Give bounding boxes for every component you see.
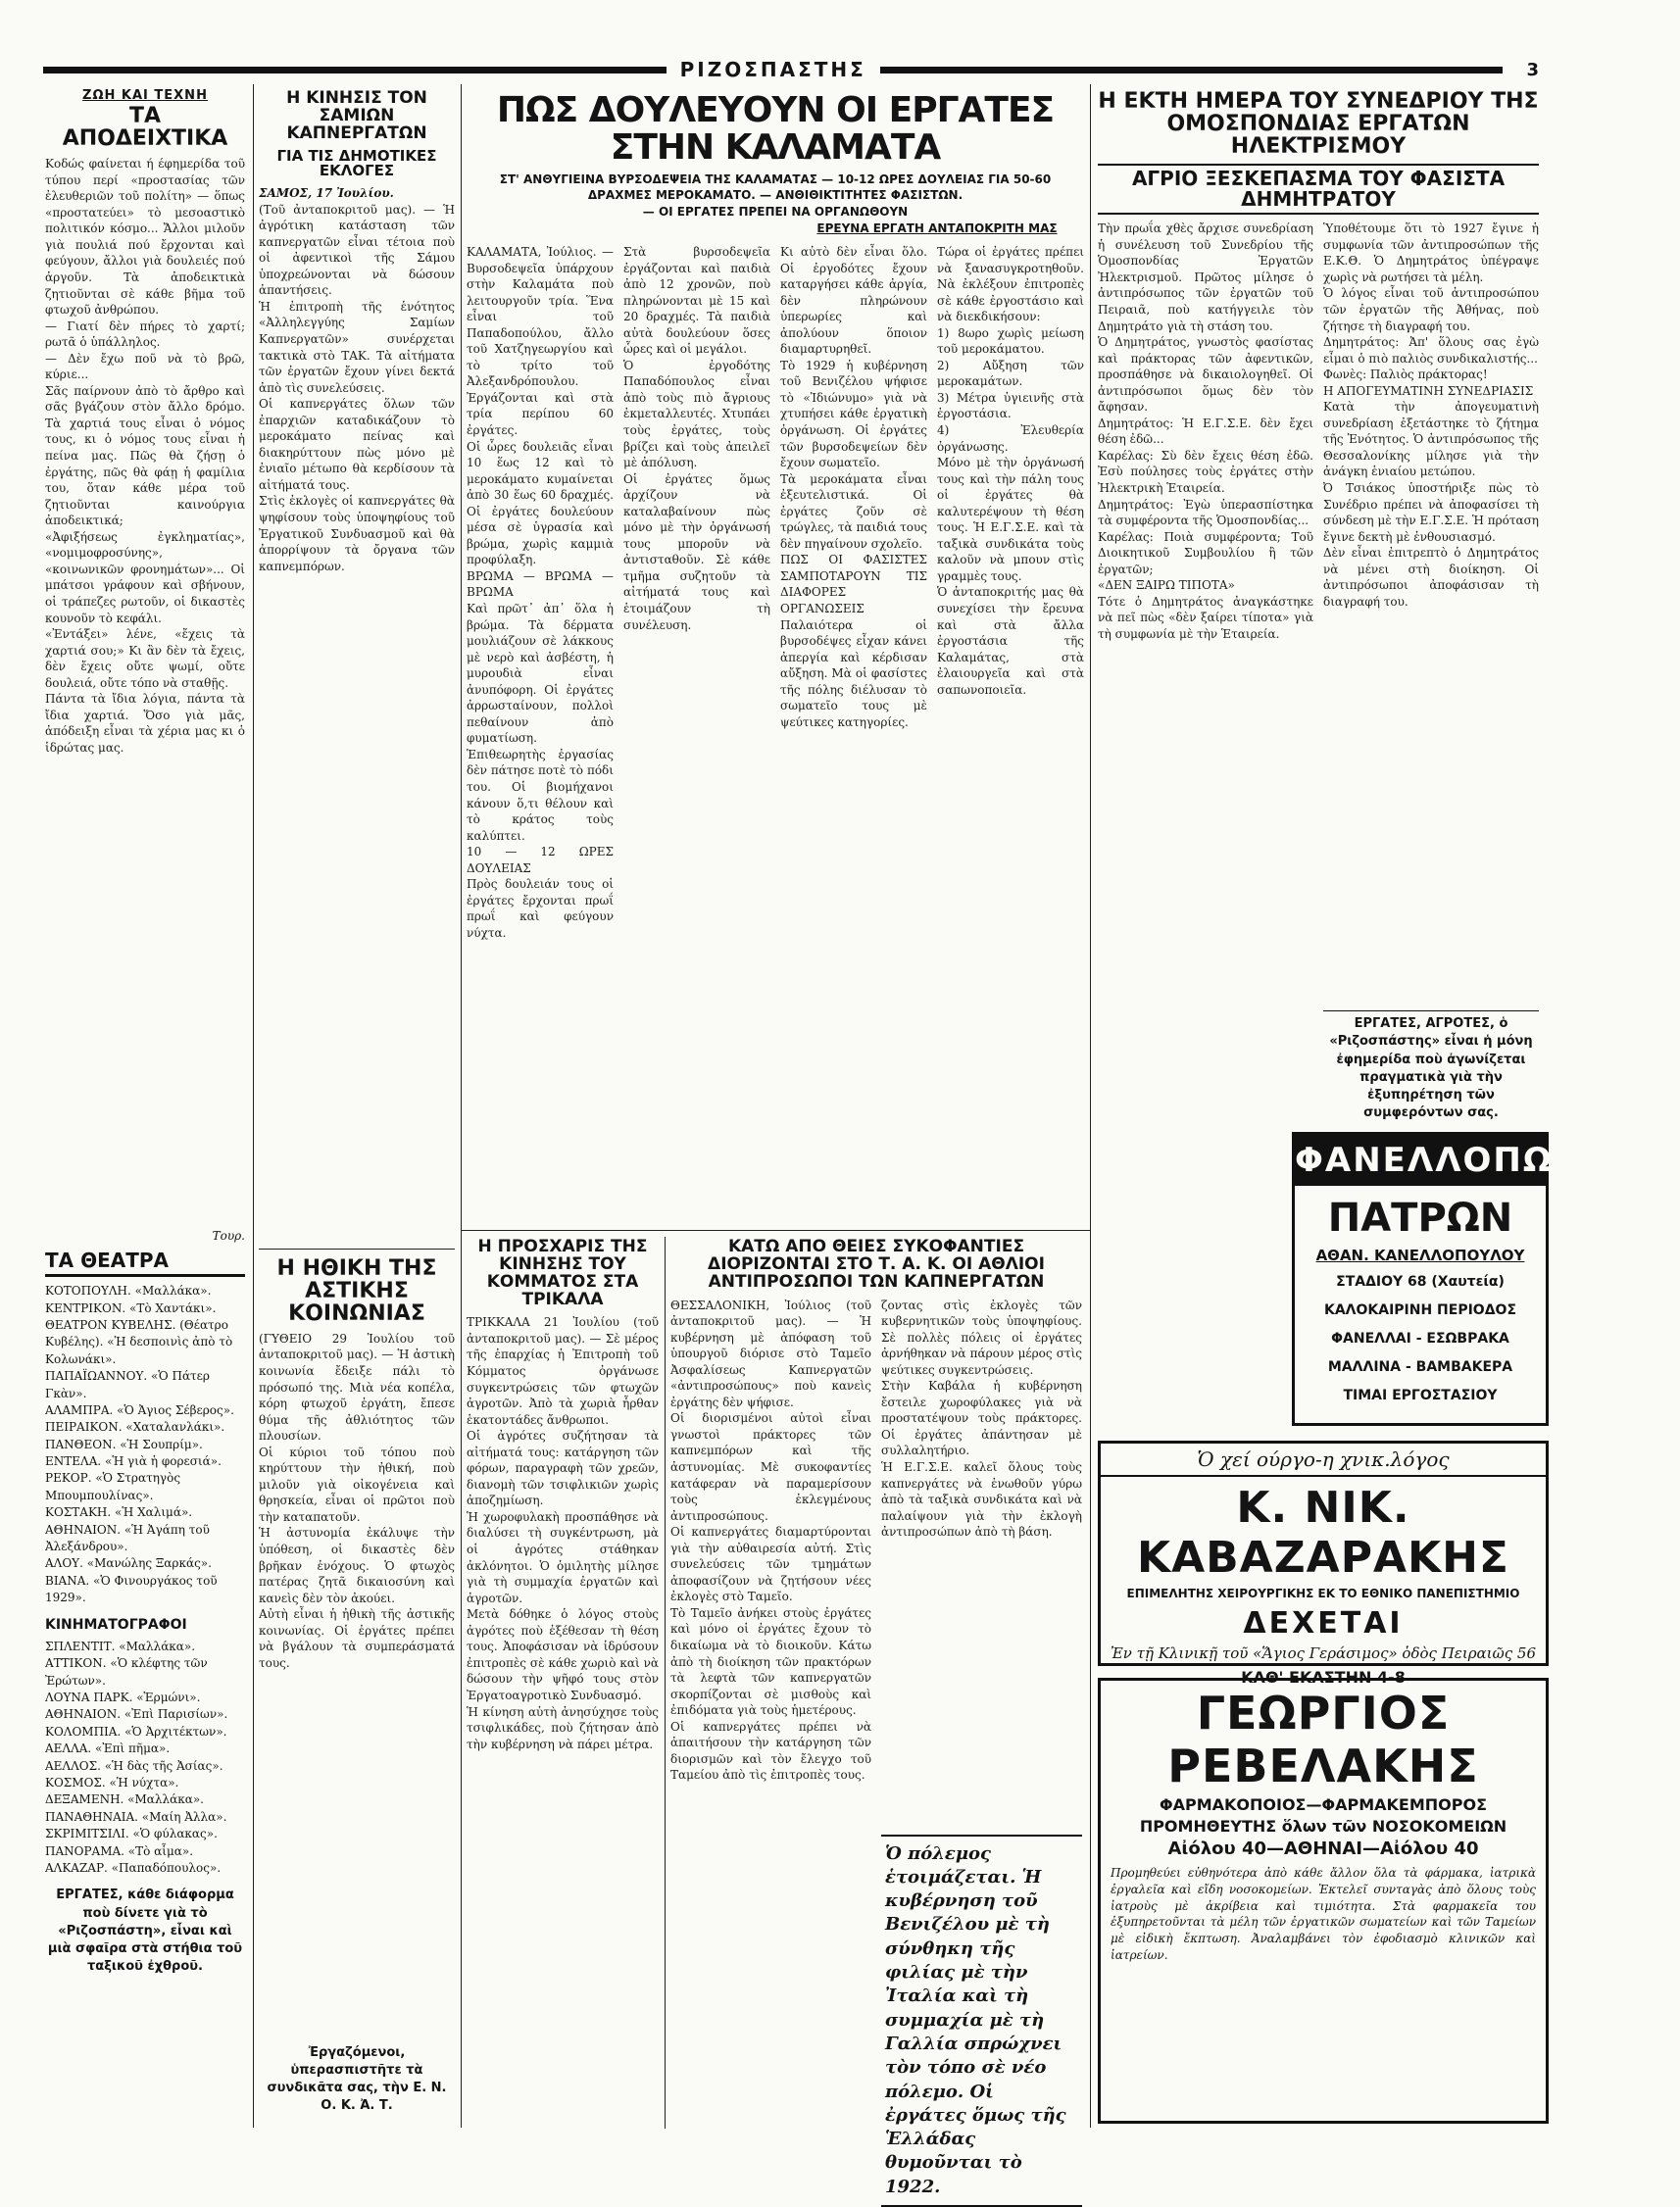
- ad-address: Αἰόλου 40—ΑΘΗΝΑΙ—Αἰόλου 40: [1167, 1839, 1479, 1859]
- article-title: Η ΚΙΝΗΣΙΣ ΤΟΝ ΣΑΜΙΩΝ ΚΑΠΝΕΡΓΑΤΩΝ: [286, 88, 427, 143]
- ad-text: ΤΙΜΑΙ ΕΡΓΟΣΤΑΣΙΟΥ: [1343, 1388, 1498, 1403]
- article-title: Η ΗΘΙΚΗ ΤΗΣ ΑΣΤΙΚΗΣ ΚΟΙΝΩΝΙΑΣ: [276, 1255, 437, 1326]
- main-subheadline: ΔΡΑΧΜΕΣ ΜΕΡΟΚΑΜΑΤΟ. — ΑΝΘΙΘΙΚΤΙΤΗΤΕΣ ΦΑΣΙΣΤΩΝ.: [587, 188, 964, 203]
- article-body: ΘΕΣΣΑΛΟΝΙΚΗ, Ἰούλιος (τοῦ ἀνταποκριτοῦ μας). — Ἡ κυβέρνηση μὲ ἀπόφαση τοῦ ὑπουργοῦ διόρισε στὸ Ταμεῖο Ἀσφαλίσεως Καπνεργατῶν «ἀντιπροσώπους» ποὺ κανεὶς ἐργάτης δὲν ψήφισε. Οἱ διορισμένοι αὐτοὶ εἶναι γνωστοὶ πράκτορες τῶν καπνεμπόρων καὶ τῆς ἀστυνομίας. Μὲ συκοφαντίες κατάφεραν νὰ παραμερίσουν τοὺς ἐκλεγμένους ἀντιπροσώπους. Οἱ καπνεργάτες διαμαρτύρονται γιὰ τὴν αὐθαιρεσία αὐτή. Στὶς συνελεύσεις τῶν τμημάτων ἀποφασίζουν νὰ ζητήσουν νέες ἐκλογὲς στὸ Ταμεῖο. Τὸ Ταμεῖο ἀνήκει στοὺς ἐργάτες καὶ μόνο οἱ ἐργάτες ἔχουν τὸ δικαίωμα νὰ τὸ διοικοῦν. Κάτω ἀπὸ τὴ διοίκηση τῶν πρακτόρων τὰ λεφτὰ τῶν καπνεργατῶν σκορπίζονται σὲ μισθοὺς καὶ ἐπιδόματα γιὰ τοὺς ἡμετέρους. Οἱ καπνεργάτες πρέπει νὰ ἀπαιτήσουν τὴν κατάργηση τῶν διορισμῶν καὶ τὸν ἔλεγχο τοῦ Ταμείου ἀπὸ τὶς ἐπιτροπὲς τους.: [670, 1298, 871, 1783]
- list-item: ΡΕΚΟΡ. «Ὁ Στρατηγὸς Μπουμπουλίνας».: [45, 1471, 181, 1502]
- list-item: ΑΤΤΙΚΟΝ. «Ὁ κλέφτης τῶν Ἐρώτων».: [45, 1656, 208, 1688]
- ad-text: ΜΑΛΛΙΝΑ - ΒΑΜΒΑΚΕΡΑ: [1327, 1359, 1513, 1375]
- column-2: [259, 88, 455, 2132]
- column-rule: [253, 84, 254, 2128]
- main-article: [467, 90, 1084, 1225]
- ad-body: Προμηθεύει εὐθηνότερα ἀπὸ κάθε ἄλλον ὅλα τὰ φάρμακα, ἰατρικὰ ἐργαλεῖα καὶ εἴδη νοσοκομείων. Ἐκτελεῖ συνταγὰς ἀπὸ ὅλους τοὺς ἰατροὺς μὲ ἀκρίβεια καὶ τιμιότητα. Στὰ φαρμακεῖα του ἐξυπηρετοῦνται τὰ μέλη τῶν ἐργατικῶν σωματείων καὶ τῶν Ταμείων μὲ εἰδικὴ ἔκπτωση. Ἀναλαμβάνει τὸν ἐφοδιασμὸ κλινικῶν καὶ ἰατρείων.: [1111, 1866, 1536, 1962]
- article-body: (ΓΥΘΕΙΟ 29 Ἰουλίου τοῦ ἀνταποκριτοῦ μας). — Ἡ ἀστικὴ κοινωνία ἔδειξε πάλι τὸ πρόσωπό της. Μιὰ νέα κοπέλα, κόρη φτωχοῦ ἐργάτη, ἔπεσε θύμα τῆς ἀθλιότητος τῶν πλουσίων. Οἱ κύριοι τοῦ τόπου ποὺ κηρύττουν τὴν ἠθική, ποὺ μιλοῦν γιὰ οἰκογένεια καὶ θρησκεία, εἶναι οἱ πρῶτοι ποὺ τὴν καταπατοῦν. Ἡ ἀστυνομία ἐκάλυψε τὴν ὑπόθεση, οἱ δικαστὲς δὲν βρῆκαν ἐνόχους. Ὁ φτωχὸς πατέρας ζητᾶ δικαιοσύνη καὶ κανεὶς δὲν τὸν ἀκούει. Αὐτὴ εἶναι ἡ ἠθικὴ τῆς ἀστικῆς κοινωνίας. Οἱ ἐργάτες πρέπει νὰ βγάλουν τὰ συμπεράσματά τους.: [259, 1331, 455, 1670]
- column-rule: [461, 84, 462, 2128]
- list-item: ΠΑΝΟΡΑΜΑ. «Τὸ αἷμα».: [45, 1843, 194, 1858]
- ad-address: ΣΤΑΔΙΟΥ 68 (Χαυτεία): [1336, 1274, 1505, 1290]
- ad-text: ΚΑΛΟΚΑΙΡΙΝΗ ΠΕΡΙΟΔΟΣ: [1323, 1302, 1517, 1318]
- ad-hours: ΚΑΘ' ΕΚΑΣΤΗΝ 4-8: [1241, 1668, 1406, 1687]
- main-subheadline: — ΟΙ ΕΡΓΑΤΕΣ ΠΡΕΠΕΙ ΝΑ ΟΡΓΑΝΩΘΟΥΝ: [642, 204, 909, 219]
- list-item: ΣΚΡΙΜΙΤΣΙΛΙ. «Ὁ φύλακας».: [45, 1827, 218, 1841]
- article-title: ΤΑ ΑΠΟΔΕΙΧΤΙΚΑ: [62, 104, 228, 152]
- paper-name: ΡΙΖΟΣΠΑΣΤΗΣ: [679, 58, 866, 81]
- main-headline: ΠΩΣ ΔΟΥΛΕΥΟΥΝ ΟΙ ΕΡΓΑΤΕΣ ΣΤΗΝ ΚΑΛΑΜΑΤΑ: [496, 90, 1055, 168]
- article-body: Στὰ βυρσοδεψεῖα ἐργάζονται καὶ παιδιὰ ἀπὸ 12 χρονῶν, ποὺ πληρώνονται μὲ 15 καὶ 20 δραχμές. Τὰ παιδιὰ αὐτὰ δουλεύουν ὅσες ὧρες καὶ οἱ μεγάλοι. Ὁ ἐργοδότης Παπαδόπουλος εἶναι ἀπὸ τοὺς πιὸ ἄγριους ἐκμεταλλευτές. Χτυπάει τοὺς ἐργάτες, τοὺς βρίζει καὶ τοὺς ἀπειλεῖ μὲ ἀπόλυση. Οἱ ἐργάτες ὅμως ἀρχίζουν νὰ καταλαβαίνουν πὼς μόνο μὲ τὴν ὀργάνωσή τους μποροῦν νὰ ἀντισταθοῦν. Σὲ κάθε τμῆμα συζητοῦν τὰ αἰτήματά τους καὶ ἑτοιμάζουν τὴ συνέλευση.: [623, 244, 770, 632]
- doctor-ad: [1098, 1441, 1549, 1687]
- article-body: ΤΡΙΚΚΑΛΑ 21 Ἰουλίου (τοῦ ἀνταποκριτοῦ μας). — Σὲ μέρος τῆς ἐπαρχίας ἡ Ἐπιτροπὴ τοῦ Κόμματος ὀργάνωσε συγκεντρώσεις τῶν φτωχῶν ἀγροτῶν. Ἀπὸ τὰ χωριὰ ἦρθαν ἑκατοντάδες ἄνθρωποι. Οἱ ἀγρότες συζήτησαν τὰ αἰτήματά τους: κατάργηση τῶν φόρων, παραγραφὴ τῶν χρεῶν, διανομὴ τῶν τσιφλικιῶν χωρὶς ἀποζημίωση. Ἡ χωροφυλακὴ προσπάθησε νὰ διαλύσει τὴ συγκέντρωση, μὰ οἱ ἀγρότες στάθηκαν ἀκλόνητοι. Ὁ ὁμιλητὴς μίλησε γιὰ τὴ συμμαχία ἐργατῶν καὶ ἀγροτῶν. Μετὰ δόθηκε ὁ λόγος στοὺς ἀγρότες ποὺ ἐξέθεσαν τὴ θέση τους. Ἀποφάσισαν νὰ ἱδρύσουν ἐπιτροπὲς σὲ κάθε χωριὸ καὶ νὰ δώσουν τὴν ψῆφό τους στὸν Ἐργατοαγροτικὸ Συνδυασμό. Ἡ κίνηση αὐτὴ ἀνησύχησε τοὺς τσιφλικάδες, ποὺ ζήτησαν ἀπὸ τὴν κυβέρνηση νὰ πάρει μέτρα.: [467, 1315, 659, 1751]
- appeal-footer: ΕΡΓΑΤΕΣ, κάθε διάφορμα ποὺ δίνετε γιὰ τὸ «Ριζοσπάστη», εἶναι καὶ μιὰ σφαῖρα στὰ στήθια τοῦ ταξικοῦ ἐχθροῦ.: [47, 1888, 243, 1975]
- appeal-footer: ΕΡΓΑΤΕΣ, ΑΓΡΟΤΕΣ, ὁ «Ριζοσπάστης» εἶναι ἡ μόνη ἐφημερίδα ποὺ ἀγωνίζεται πραγματικὰ γιὰ τὴν ἐξυπηρέτηση τῶν συμφερόντων σας.: [1323, 1010, 1539, 1122]
- article-subtitle: ΓΙΑ ΤΙΣ ΔΗΜΟΤΙΚΕΣ ΕΚΛΟΓΕΣ: [276, 146, 437, 180]
- article-signature: Τουρ.: [212, 1229, 245, 1244]
- trikala-article: [467, 1237, 659, 2129]
- list-item: ΑΛΑΜΠΡΑ. «Ὁ Ἀγιος Σέβερος».: [45, 1402, 234, 1417]
- article-body: Ὑποθέτουμε ὅτι τὸ 1927 ἔγινε ἡ συμφωνία τῶν ἀντιπροσώπων τῆς Ε.Κ.Θ. Ὁ Δημητράτος ὑπέγραψε χωρὶς νὰ ρωτήσει τὰ μέλη. Ὁ λόγος εἶναι τοῦ ἀντιπροσώπου τῶν ἐργατῶν τῆς Ἀθήνας, ποὺ ζήτησε τὴ διαγραφή του. Δημητράτος: Ἀπ' ὅλους σας ἐγὼ εἶμαι ὁ πιὸ παλιὸς συνδικαλιστής... Φωνὲς: Παλιὸς πράκτορας! Η ΑΠΟΓΕΥΜΑΤΙΝΗ ΣΥΝΕΔΡΙΑΣΙΣ Κατὰ τὴν ἀπογευματινὴ συνεδρίαση ἐξετάστηκε τὸ ζήτημα τῆς Ἑνότητος. Ὁ ἀντιπρόσωπος τῆς Θεσσαλονίκης μίλησε γιὰ τὴν ἀνάγκη ἑνιαίου μετώπου. Ὀ Τσιάκος ὑποστήριξε πὼς τὸ Συνέδριο πρέπει νὰ ἀποφασίσει τὴ σύνδεση μὲ τὴν Ε.Γ.Σ.Ε. Ἡ πρόταση ἔγινε δεκτὴ μὲ ἐνθουσιασμό. Δὲν εἶναι ἐπιτρεπτὸ ὁ Δημητράτος νὰ μένει στὴ διοίκηση. Οἱ ἀντιπρόσωποι ἀποφάσισαν τὴ διαγραφή του.: [1323, 221, 1539, 609]
- section-rule: [259, 1249, 455, 1250]
- list-item: ΑΕΛΛΑ. «Ἐπὶ πῆμα».: [45, 1741, 171, 1756]
- article-body: Τώρα οἱ ἐργάτες πρέπει νὰ ξανασυγκροτηθοῦν. Νὰ ἐκλέξουν ἐπιτροπὲς σὲ κάθε ἐργοστάσιο καὶ νὰ διεκδικήσουν: 1) 8ωρο χωρὶς μείωση τοῦ μεροκάματου. 2) Αὔξηση τῶν μεροκαμάτων. 3) Μέτρα ὑγιεινῆς στὰ ἐργοστάσια. 4) Ἐλευθερία ὀργάνωσης. Μόνο μὲ τὴν ὀργάνωσή τους καὶ τὴν πάλη τους οἱ ἐργάτες θὰ καλυτερέψουν τὴ θέση τους. Ἡ Ε.Γ.Σ.Ε. καὶ τὰ ταξικὰ συνδικάτα τοὺς καλοῦν νὰ μπουν στὶς γραμμὲς τους. Ὁ ἀνταποκριτής μας θὰ συνεχίσει τὴν ἔρευνα καὶ στὰ ἄλλα ἐργοστάσια τῆς Καλαμάτας, στὰ ἐλαιουργεῖα καὶ στὰ σαπωνοποιεῖα.: [937, 244, 1084, 697]
- reporter-line: ΕΡΕΥΝΑ ΕΡΓΑΤΗ ΑΝΤΑΠΟΚΡΙΤΗ ΜΑΣ: [816, 221, 1058, 236]
- ad-city: ΠΑΤΡΩΝ: [1327, 1196, 1513, 1241]
- list-item: ΚΟΛΟΜΠΙΑ. «Ὁ Ἀρχιτέκτων».: [45, 1724, 227, 1739]
- list-item: ΠΑΠΑΪΩΑΝΝΟΥ. «Ὁ Πάτερ Γκὰν».: [45, 1369, 210, 1400]
- war-warning-box: Ὁ πόλεμος ἑτοιμάζεται. Ἡ κυβέρνηση τοῦ Βενιζέλου μὲ τὴ σύνθηκη τῆς φιλίας μὲ τὴν Ἰταλία καὶ τὴ συμμαχία μὲ τὴ Γαλλία σπρώχνει τὸν τόπο σὲ νέο πόλεμο. Οἱ ἐργάτες ὅμως τῆς Ἑλλάδας θυμοῦνται τὸ 1922.: [881, 1835, 1082, 2207]
- list-item: ΛΟΥΝΑ ΠΑΡΚ. «Ἑρμώνι».: [45, 1691, 201, 1705]
- list-item: ΚΟΣΜΟΣ. «Ἡ νύχτα».: [45, 1776, 179, 1790]
- article-title: Η ΕΚΤΗ ΗΜΕΡΑ ΤΟΥ ΣΥΝΕΔΡΙΟΥ ΤΗΣ ΟΜΟΣΠΟΝΔΙΑΣ ΕΡΓΑΤΩΝ ΗΛΕΚΤΡΙΣΜΟΥ: [1098, 89, 1539, 160]
- flannel-shop-ad: [1292, 1132, 1680, 1426]
- list-item: ΚΟΣΤΑΚΗ. «Ἡ Χαλιμά».: [45, 1505, 193, 1520]
- main-subheadline: ΣΤ' ΑΝΘΥΓΙΕΙΝΑ ΒΥΡΣΟΔΕΨΕΙΑ ΤΗΣ ΚΑΛΑΜΑΤΑΣ — 10-12 ΩΡΕΣ ΔΟΥΛΕΙΑΣ ΓΙΑ 50-60: [499, 172, 1052, 186]
- article-dateline: ΣΑΜΟΣ, 17 Ἰουλίου.: [259, 186, 394, 201]
- article-subtitle: ΑΓΡΙΟ ΞΕΣΚΕΠΑΣΜΑ ΤΟΥ ΦΑΣΙΣΤΑ ΔΗΜΗΤΡΑΤΟΥ: [1098, 164, 1539, 215]
- ad-text: ΕΠΙΜΕΛΗΤΗΣ ΧΕΙΡΟΥΡΓΙΚΗΣ ΕΚ ΤΟ ΕΘΝΙΚΟ ΠΑΝΕΠΙΣΤΗΜΙΟ: [1126, 1587, 1520, 1600]
- list-item: ΠΑΝΑΘΗΝΑΙΑ. «Μαίη Ἀλλα».: [45, 1809, 227, 1824]
- ad-text: ΔΕΧΕΤΑΙ: [1243, 1606, 1404, 1641]
- list-item: ΘΕΑΤΡΟΝ ΚΥΒΕΛΗΣ. (Θέατρο Κυβέλης). «Ἡ δεσποινὶς ἀπὸ τὸ Κολωνάκι».: [45, 1317, 233, 1366]
- ad-headline: ΦΑΝΕΛΛΟΠΩΛΕΙΟΝ: [1295, 1135, 1546, 1186]
- article-body: Κι αὐτὸ δὲν εἶναι ὅλο. Οἱ ἐργοδότες ἔχουν καταργήσει κάθε ἀργία, δὲν πληρώνουν ὑπερωρίες καὶ ἀπολύουν ὅποιον διαμαρτυρηθεῖ. Τὸ 1929 ἡ κυβέρνηση τοῦ Βενιζέλου ψήφισε τὸ «Ἰδιώνυμο» γιὰ νὰ χτυπήσει κάθε ἐργατικὴ ὀργάνωση. Οἱ ἐργάτες τῶν βυρσοδεψείων δὲν ἔχουν σωματεῖο. Τὰ μεροκάματα εἶναι ἐξευτελιστικά. Οἱ ἐργάτες ζοῦν σὲ τρώγλες, τὰ παιδιά τους δὲν πηγαίνουν σχολεῖο. ΠΩΣ ΟΙ ΦΑΣΙΣΤΕΣ ΣΑΜΠΟΤΑΡΟΥΝ ΤΙΣ ΔΙΑΦΟΡΕΣ ΟΡΓΑΝΩΣΕΙΣ Παλαιότερα οἱ βυρσοδέψες εἶχαν κάνει ἀπεργία καὶ κέρδισαν αὔξηση. Μὰ οἱ φασίστες τῆς πόλης διέλυσαν τὸ σωματεῖο τους μὲ ψεύτικες κατηγορίες.: [780, 244, 927, 729]
- tobacco-article: [670, 1237, 1082, 2197]
- article-body: Τὴν πρωΐα χθὲς ἄρχισε συνεδρίαση ἡ συνέλευση τοῦ Συνεδρίου τῆς Ὁμοσπονδίας Ἐργατῶν Ἠλεκτρισμοῦ. Πρῶτος μίλησε ὁ ἀντιπρόσωπος τῶν ἐργατῶν τοῦ Πειραιᾶ, ποὺ κατήγγειλε τὸν Δημητράτο γιὰ τὴ στάση του. Ὁ Δημητράτος, γνωστὸς φασίστας καὶ πράκτορας τῶν ἀφεντικῶν, προσπάθησε νὰ δικαιολογηθεῖ. Οἱ ἀντιπρόσωποι ὅμως δὲν τὸν ἄφησαν. Δημητράτος: Ἡ Ε.Γ.Σ.Ε. δὲν ἔχει θέση ἐδῶ... Καρέλας: Σὺ δὲν ἔχεις θέση ἐδῶ. Ἐσὺ πούλησες τοὺς ἐργάτες στὴν Ἠλεκτρικὴ Ἑταιρεία. Δημητράτος: Ἐγὼ ὑπερασπίστηκα τὰ συμφέροντα τῆς Ὁμοσπονδίας... Καρέλας: Ποιὰ συμφέροντα; Τοῦ Διοικητικοῦ Συμβουλίου ἢ τῶν ἐργατῶν; «ΔΕΝ ΞΑΙΡΩ ΤΙΠΟΤΑ» Τότε ὁ Δημητράτος ἀναγκάστηκε νὰ πεῖ πὼς «δὲν ξαίρει τίποτα» γιὰ τὴ συμφωνία μὲ τὴν Ἑταιρεία.: [1098, 221, 1313, 641]
- ad-text: ΠΡΟΜΗΘΕΥΤΗΣ ὅλων τῶν ΝΟΣΟΚΟΜΕΙΩΝ: [1139, 1817, 1507, 1836]
- ad-text: ΦΑΝΕΛΛΑΙ - ΕΣΩΒΡΑΚΑ: [1331, 1331, 1509, 1347]
- list-item: ΠΕΙΡΑΙΚΟΝ. «Χαταλανλάκι».: [45, 1420, 225, 1435]
- masthead-rule-left: [43, 67, 667, 74]
- list-item: ΕΝΤΕΛΑ. «Ἡ γιὰ ἡ φορεσιά».: [45, 1454, 222, 1469]
- list-item: ΠΑΝΘΕΟΝ. «Ἡ Σουπρίμ».: [45, 1437, 203, 1451]
- article-body: ΚΑΛΑΜΑΤΑ, Ἰούλιος. — Βυρσοδεψεῖα ὑπάρχουν στὴν Καλαμάτα ποὺ λειτουργοῦν τρία. Ἕνα εἶναι τοῦ Παπαδοπούλου, ἄλλο τοῦ Χατζηγεωργίου καὶ τὸ τρίτο τοῦ Ἀλεξανδρόπουλου. Ἐργάζονται καὶ στὰ τρία περίπου 60 ἐργάτες. Οἱ ὧρες δουλειᾶς εἶναι 10 ἕως 12 καὶ τὸ μεροκάματο κυμαίνεται ἀπὸ 30 ἕως 60 δραχμές. Οἱ ἐργάτες δουλεύουν μέσα σὲ ὑγρασία καὶ βρώμα, χωρὶς καμμιὰ προφύλαξη. ΒΡΩΜΑ — ΒΡΩΜΑ — ΒΡΩΜΑ Καὶ πρῶτ᾽ ἀπ᾽ ὅλα ἡ βρώμα. Τὰ δέρματα μουλιάζουν σὲ λάκκους μὲ νερὸ καὶ ἀσβέστη, ἡ μυρουδιὰ εἶναι ἀνυπόφορη. Οἱ ἐργάτες ἀρρωσταίνουν, πολλοὶ πεθαίνουν ἀπὸ φυματίωση. Ἑπιθεωρητὴς ἐργασίας δὲν πάτησε ποτὲ τὸ πόδι του. Οἱ βιομήχανοι κάνουν ὅ,τι θέλουν καὶ τὸ κράτος τοὺς καλύπτει. 10 — 12 ΩΡΕΣ ΔΟΥΛΕΙΑΣ Πρὸς δουλειάν τους οἱ ἐργάτες ἔρχονται πρωΐ πρωΐ καὶ φεύγουν νύχτα.: [467, 244, 614, 940]
- theatre-list: [45, 1283, 245, 1877]
- section-kicker: ΖΩΗ ΚΑΙ ΤΕΧΝΗ: [82, 88, 208, 103]
- article-body: ζοντας στὶς ἐκλογὲς τῶν κυβερνητικῶν τοὺς ὑποψηφίους. Σὲ πολλὲς πόλεις οἱ ἐργάτες ἀρνήθηκαν νὰ πάρουν μέρος στὶς ψεύτικες συγκεντρώσεις. Στὴν Καβάλα ἡ κυβέρνηση ἔστειλε χωροφύλακες γιὰ νὰ προστατέψουν τοὺς πράκτορες. Οἱ ἐργάτες ἀπάντησαν μὲ συλλαλητήριο. Ἡ Ε.Γ.Σ.Ε. καλεῖ ὅλους τοὺς καπνεργάτες νὰ ἑνωθοῦν γύρω ἀπὸ τὰ ταξικὰ συνδικάτα καὶ νὰ παλαίψουν γιὰ τὴν ἐκλογὴ ἀντιπροσώπων ἀπὸ τὴ βάση.: [881, 1298, 1082, 1540]
- article-body: Κοδώς φαίνεται ή έφημερίδα τοῦ τύπου περί «προστασίας τῶν ἐλευθεριῶν τοῦ πολίτη» — ὅπως «προστατεύει» τὸ μεσοαστικὸ πολιτικόν κόσμο... Ἄλλοι μιλοῦν γιὰ πουλιά πού ἔρχονται καὶ φεύγουν, ἄλλοι γιὰ δουλειές πού ἀργοῦν. Τὰ ἀποδεικτικὰ ζητιοῦνται σὲ κάθε βῆμα τοῦ φτωχοῦ ἀνθρώπου. — Γιατί δὲν πήρες τὸ χαρτί; ρωτᾶ ὁ ὑπάλληλος. — Δὲν ἔχω ποῦ νὰ τὸ βρῶ, κύριε... Σᾶς παίρνουν ἀπὸ τὸ ἄρθρο καὶ σᾶς βγάζουν στὸν ἄλλο δρόμο. Τὰ χαρτιά τους εἶναι ὁ νόμος τους, κι ὁ νόμος τους εἶναι ἡ πείνα μας. Πῶς θὰ ζήσῃ ὁ ἐργάτης, πῶς θὰ φάῃ ἡ φαμίλια του, ὅταν κάθε μέρα τοῦ ζητιοῦνται καινούργια ἀποδεικτικά; «Ἀφιξήσεως ἐγκληματίας», «νομιμοφροσύνης», «κοινωνικῶν φρονημάτων»... Οἱ μπάτσοι γράφουν καὶ σβήνουν, οἱ τράπεζες ρωτοῦν, οἱ δικαστὲς κουνοῦν τὸ κεφάλι. «Ἐντάξει» λένε, «ἔχεις τὰ χαρτιά σου;» Κι ἂν δὲν τὰ ἔχεις, δὲν ἔχεις οὔτε ψωμί, οὔτε δουλειά, οὔτε τόπο νὰ σταθῇς. Πάντα τὰ ἴδια λόγια, πάντα τὰ ἴδια χαρτιά. Ὅσο γιὰ μᾶς, ἀπόδειξη εἶναι τὰ χέρια μας κι ὁ ἱδρώτας μας.: [45, 157, 245, 755]
- ad-text: ΦΑΡΜΑΚΟΠΟΙΟΣ—ΦΑΡΜΑΚΕΜΠΟΡΟΣ: [1159, 1795, 1487, 1814]
- right-article: [1098, 88, 1539, 1127]
- ad-address: Ἐν τῇ Κλινικῇ τοῦ «Ἅγιος Γεράσιμος» ὁδὸς Πειραιῶς 56: [1110, 1644, 1537, 1662]
- list-item: ΣΠΛΕΝΤΙΤ. «Μαλλάκα».: [45, 1639, 196, 1653]
- masthead-rule-right: [880, 67, 1504, 74]
- pharmacy-ad: [1098, 1678, 1549, 2124]
- ad-name: ΓΕΩΡΓΙΟΣ ΡΕΒΕΛΑΚΗΣ: [1167, 1687, 1479, 1792]
- article-title: ΚΑΤΩ ΑΠΟ ΘΕΙΕΣ ΣΥΚΟΦΑΝΤΙΕΣ ΔΙΟΡΙΖΟΝΤΑΙ ΣΤΟ Τ. Α. Κ. ΟΙ ΑΘΛΙΟΙ ΑΝΤΙΠΡΟΣΩΠΟΙ ΤΩΝ ΚΑΠΝΕΡΓΑΤΩΝ: [708, 1237, 1045, 1292]
- list-item: ΑΕΛΛΟΣ. «Ἡ δὰς τῆς Ἀσίας».: [45, 1758, 223, 1773]
- appeal-footer: Ἐργαζόμενοι, ὑπερασπιστῆτε τὰ συνδικᾶτα σας, τὴν Ε. Ν. Ο. Κ. Ἀ. Τ.: [267, 2044, 447, 2114]
- theatre-section-title: ΤΑ ΘΕΑΤΡΑ: [45, 1249, 245, 1277]
- ad-text: Ὁ χεί ούργο-η χνικ.λόγος: [1101, 1444, 1546, 1477]
- list-item: ΒΙΑΝΑ. «Ὁ Φινουργάκος τοῦ 1929».: [45, 1573, 218, 1605]
- column-1: [45, 88, 245, 2132]
- masthead: [43, 59, 1539, 80]
- column-rule: [665, 1237, 666, 2129]
- list-item: ΑΛΟΥ. «Μανώλης Ξαρκάς».: [45, 1556, 212, 1571]
- list-item: ΑΘΗΝΑΙΟΝ. «Ἐπὶ Παρισίων».: [45, 1707, 228, 1722]
- article-body: (Τοῦ ἀνταποκριτοῦ μας). — Ἡ ἀγρότικη κατάσταση τῶν καπνεργατῶν εἶναι τέτοια ποὺ οἱ ἀφεντικοὶ τῆς Σάμου ὑποχρεώνονται νὰ δώσουν ἀπαντήσεις. Ἡ ἐπιτροπὴ τῆς ἑνότητος «Ἀλληλεγγύης Σαμίων Καπνεργατῶν» συνέρχεται τακτικὰ στὸ ΤΑΚ. Τὰ αἰτήματα τῶν ἐργατῶν ἔχουν γίνει δεκτά ἀπὸ τὶς συνελεύσεις. Οἱ καπνεργάτες ὅλων τῶν ἐπαρχιῶν καταδικάζουν τὸ μεροκάματο πείνας καὶ διακηρύττουν πὼς μόνο μὲ ἐνιαῖο μέτωπο θὰ κερδίσουν τὰ αἰτήματά τους. Στὶς ἐκλογὲς οἱ καπνεργάτες θὰ ψηφίσουν τοὺς ὑποψηφίους τοῦ Ἐργατικοῦ Συνδυασμοῦ καὶ θὰ ἀπορρίψουν τὰ ὄργανα τῶν καπνεμπόρων.: [259, 202, 455, 573]
- list-item: ΔΕΞΑΜΕΝΗ. «Μαλλάκα».: [45, 1792, 204, 1807]
- list-item: ΑΘΗΝΑΙΟΝ. «Ἡ Ἀγάπη τοῦ Ἀλεξάνδρου».: [45, 1522, 210, 1554]
- ad-name: Κ. ΝΙΚ. ΚΑΒΑΖΑΡΑΚΗΣ: [1137, 1483, 1509, 1583]
- column-rule: [1090, 84, 1091, 2128]
- list-item: ΚΕΝΤΡΙΚΟΝ. «Τὸ Χαντάκι».: [45, 1300, 217, 1315]
- page-number: 3: [1526, 59, 1539, 80]
- article-title: Η ΠΡΟΣΧΑΡΙΣ ΤΗΣ ΚΙΝΗΣΗΣ ΤΟΥ ΚΟΜΜΑΤΟΣ ΣΤΑ ΤΡΙΚΑΛΑ: [477, 1237, 648, 1309]
- list-item: ΑΛΚΑΖΑΡ. «Παπαδόπουλος».: [45, 1860, 222, 1875]
- cinema-section-title: ΚΙΝΗΜΑΤΟΓΡΑΦΟΙ: [45, 1616, 187, 1633]
- ad-owner: ΑΘΑΝ. ΚΑΝΕΛΛΟΠΟΥΛΟΥ: [1315, 1247, 1525, 1264]
- list-item: ΚΟΤΟΠΟΥΛΗ. «Μαλλάκα».: [45, 1284, 212, 1299]
